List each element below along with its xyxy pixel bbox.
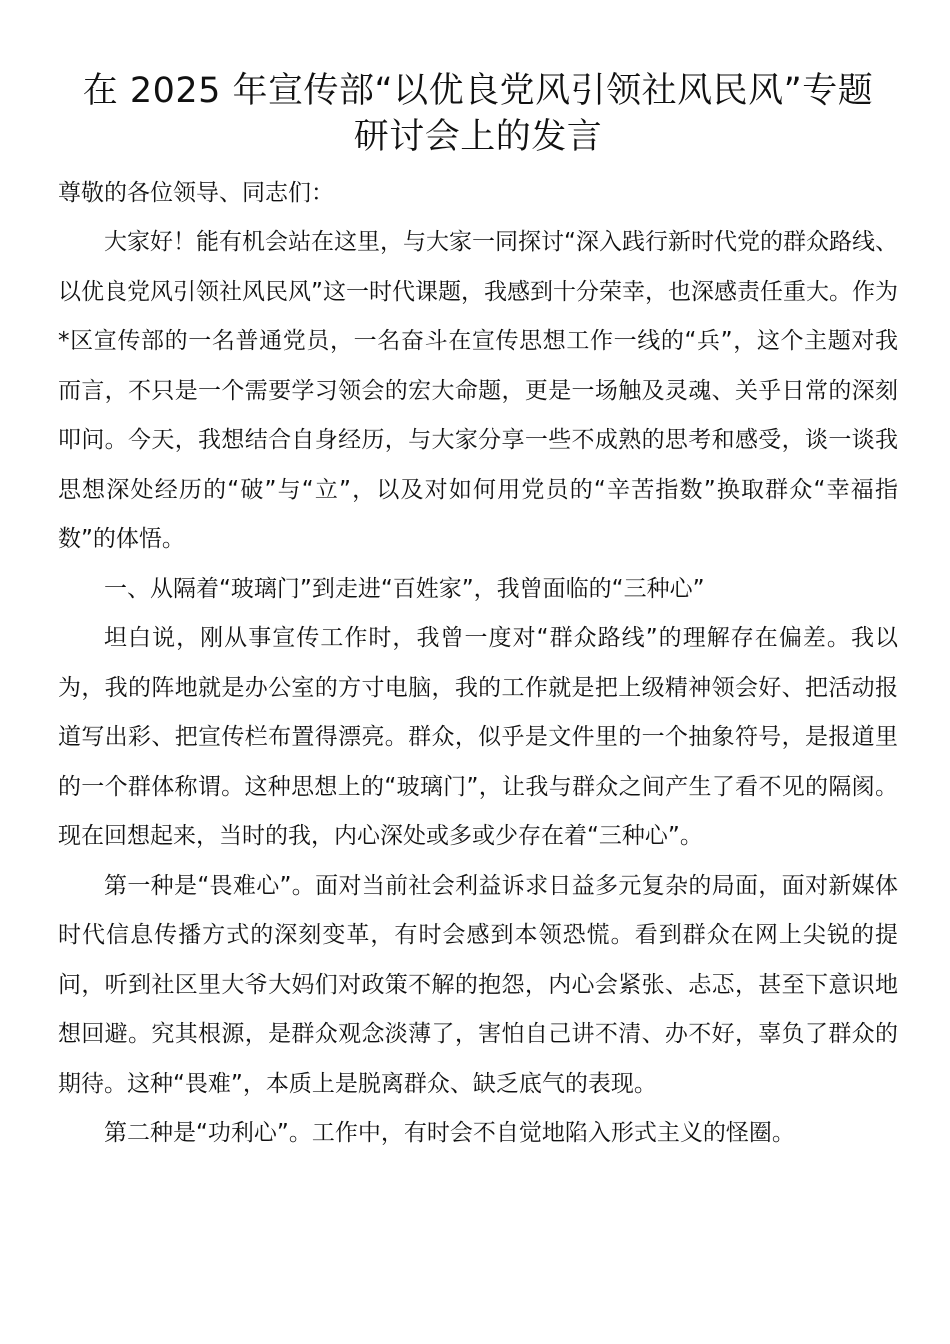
document-page <box>58 68 898 1159</box>
title-line-1: 在 2025 年宣传部“以优良党风引领社风民风”专题 <box>82 71 874 111</box>
title-line-2: 研讨会上的发言 <box>353 117 603 157</box>
section-paragraph-3: 第二种是“功利心”。工作中，有时会不自觉地陷入形式主义的怪圈。 <box>104 1120 795 1146</box>
section-paragraph-2: 第一种是“畏难心”。面对当前社会利益诉求日益多元复杂的局面，面对新媒体时代信息传播方式的深刻变革，有时会感到本领恐慌。看到群众在网上尖锐的提问，听到社区里大爷大妈们对政策不解的抱怨，内心会紧张、忐忑，甚至下意识地想回避。究其根源，是群众观念淡薄了，害怕自己讲不清、办不好，辜负了群众的期待。这种“畏难”，本质上是脱离群众、缺乏底气的表现。 <box>58 872 898 1097</box>
section-heading: 一、从隔着“玻璃门”到走进“百姓家”，我曾面临的“三种心” <box>104 575 705 602</box>
opening-paragraph: 大家好！能有机会站在这里，与大家一同探讨“深入践行新时代党的群众路线、以优良党风引领社风民风”这一时代课题，我感到十分荣幸，也深感责任重大。作为*区宣传部的一名普通党员，一名奋斗在宣传思想工作一线的“兵”，这个主题对我而言，不只是一个需要学习领会的宏大命题，更是一场触及灵魂、关乎日常的深刻叩问。今天，我想结合自身经历，与大家分享一些不成熟的思考和感受，谈一谈我思想深处经历的“破”与“立”，以及对如何用党员的“辛苦指数”换取群众“幸福指数”的体悟。 <box>58 229 898 552</box>
salutation: 尊敬的各位领导、同志们： <box>58 180 334 206</box>
document-title <box>58 68 898 160</box>
section-paragraph-1: 坦白说，刚从事宣传工作时，我曾一度对“群众路线”的理解存在偏差。我以为，我的阵地就是办公室的方寸电脑，我的工作就是把上级精神领会好、把活动报道写出彩、把宣传栏布置得漂亮。群众，似乎是文件里的一个抽象符号，是报道里的一个群体称谓。这种思想上的“玻璃门”，让我与群众之间产生了看不见的隔阂。现在回想起来，当时的我，内心深处或多或少存在着“三种心”。 <box>58 625 898 849</box>
